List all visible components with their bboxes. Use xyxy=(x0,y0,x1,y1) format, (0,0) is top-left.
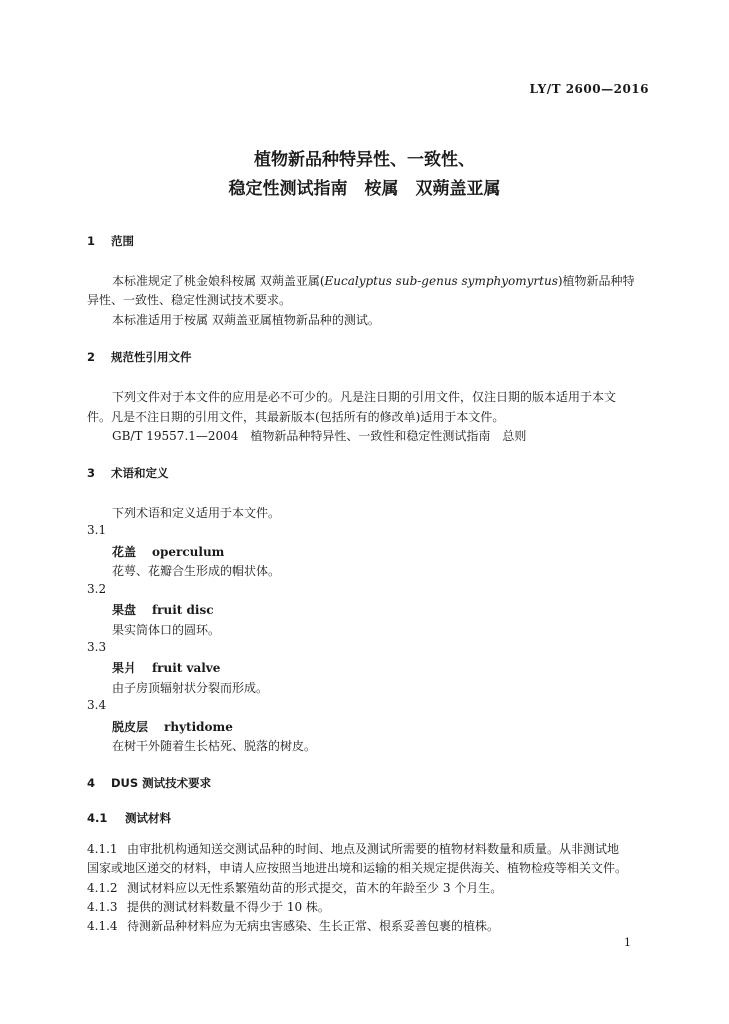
clause-4-1-2 xyxy=(87,879,502,896)
clause-number: 4.1.4 xyxy=(87,919,118,933)
section-4-heading xyxy=(87,775,211,791)
document-title-line2: 稳定性测试指南 桉属 双蒴盖亚属 xyxy=(228,179,501,199)
clause-number: 4.1.1 xyxy=(87,842,118,856)
section-number: 3 xyxy=(87,466,96,480)
term-zh: 果盘 xyxy=(112,603,137,617)
term-entry xyxy=(112,601,214,618)
term-en: operculum xyxy=(152,545,225,559)
section-3-heading xyxy=(87,465,169,481)
section-2-paragraph-line-2: 件。凡是不注日期的引用文件，其最新版本(包括所有的修改单)适用于本文件。 xyxy=(87,410,505,424)
clause-4-1-1-line-2: 国家或地区递交的材料，申请人应按照当地进出境和运输的相关规定提供海关、植物检疫等相关文件。 xyxy=(87,861,628,875)
section-1-heading xyxy=(87,233,134,249)
section-number: 1 xyxy=(87,234,96,248)
section-title: 规范性引用文件 xyxy=(111,350,192,364)
term-zh: 花盖 xyxy=(112,545,137,559)
term-definition: 在树干外随着生长枯死、脱落的树皮。 xyxy=(112,739,317,753)
subsection-title: 测试材料 xyxy=(125,811,172,825)
section-1-paragraph-2: 本标准适用于桉属 双蒴盖亚属植物新品种的测试。 xyxy=(112,313,380,327)
section-1-paragraph-1-line-2: 异性、一致性、稳定性测试技术要求。 xyxy=(87,293,292,307)
term-zh: 脱皮层 xyxy=(112,720,149,734)
document-title-line1: 植物新品种特异性、一致性、 xyxy=(254,150,475,170)
latin-name: Eucalyptus sub-genus symphyomyrtus xyxy=(324,274,558,288)
section-number: 2 xyxy=(87,350,96,364)
standard-code: LY/T 2600—2016 xyxy=(529,82,649,96)
term-entry xyxy=(112,543,224,560)
section-number: 4 xyxy=(87,776,96,790)
section-2-heading xyxy=(87,349,192,365)
clause-4-1-4 xyxy=(87,917,499,934)
clause-4-1-1-line-1 xyxy=(87,840,619,857)
term-definition: 由子房顶辐射状分裂而形成。 xyxy=(112,681,269,695)
text: )植物新品种特 xyxy=(557,274,635,288)
term-en: rhytidome xyxy=(164,720,233,734)
term-en: fruit disc xyxy=(152,603,214,617)
clause-number: 4.1.2 xyxy=(87,881,118,895)
section-title: 术语和定义 xyxy=(111,466,169,480)
term-zh: 果爿 xyxy=(112,661,137,675)
term-entry xyxy=(112,718,233,735)
subsection-4-1-heading xyxy=(87,810,171,826)
normative-reference: GB/T 19557.1—2004 植物新品种特异性、一致性和稳定性测试指南 总则 xyxy=(112,429,527,443)
term-definition: 果实筒体口的圆环。 xyxy=(112,623,221,637)
clause-text: 由审批机构通知送交测试品种的时间、地点及测试所需要的植物材料数量和质量。从非测试地 xyxy=(127,842,620,856)
section-title: 范围 xyxy=(111,234,135,248)
term-definition: 花萼、花瓣合生形成的帽状体。 xyxy=(112,564,281,578)
clause-number: 4.1.3 xyxy=(87,900,118,914)
term-entry xyxy=(112,659,220,676)
section-2-paragraph-line-1: 下列文件对于本文件的应用是必不可少的。凡是注日期的引用文件，仅注日期的版本适用于本文 xyxy=(112,390,617,404)
page-number: 1 xyxy=(624,936,631,949)
section-1-paragraph-1-line-1 xyxy=(112,272,635,289)
section-title: DUS 测试技术要求 xyxy=(111,776,212,790)
clause-4-1-3 xyxy=(87,898,330,915)
clause-text: 待测新品种材料应为无病虫害感染、生长正常、根系妥善包裹的植株。 xyxy=(127,919,500,933)
term-number: 3.4 xyxy=(87,698,107,712)
text: 本标准规定了桃金娘科桉属 双蒴盖亚属( xyxy=(112,274,325,288)
term-number: 3.2 xyxy=(87,582,107,596)
clause-text: 测试材料应以无性系繁殖幼苗的形式提交，苗木的年龄至少 3 个月生。 xyxy=(127,881,503,895)
term-en: fruit valve xyxy=(152,661,221,675)
term-number: 3.1 xyxy=(87,523,107,537)
subsection-number: 4.1 xyxy=(87,811,108,825)
section-3-intro: 下列术语和定义适用于本文件。 xyxy=(112,506,281,520)
term-number: 3.3 xyxy=(87,640,107,654)
clause-text: 提供的测试材料数量不得少于 10 株。 xyxy=(127,900,330,914)
